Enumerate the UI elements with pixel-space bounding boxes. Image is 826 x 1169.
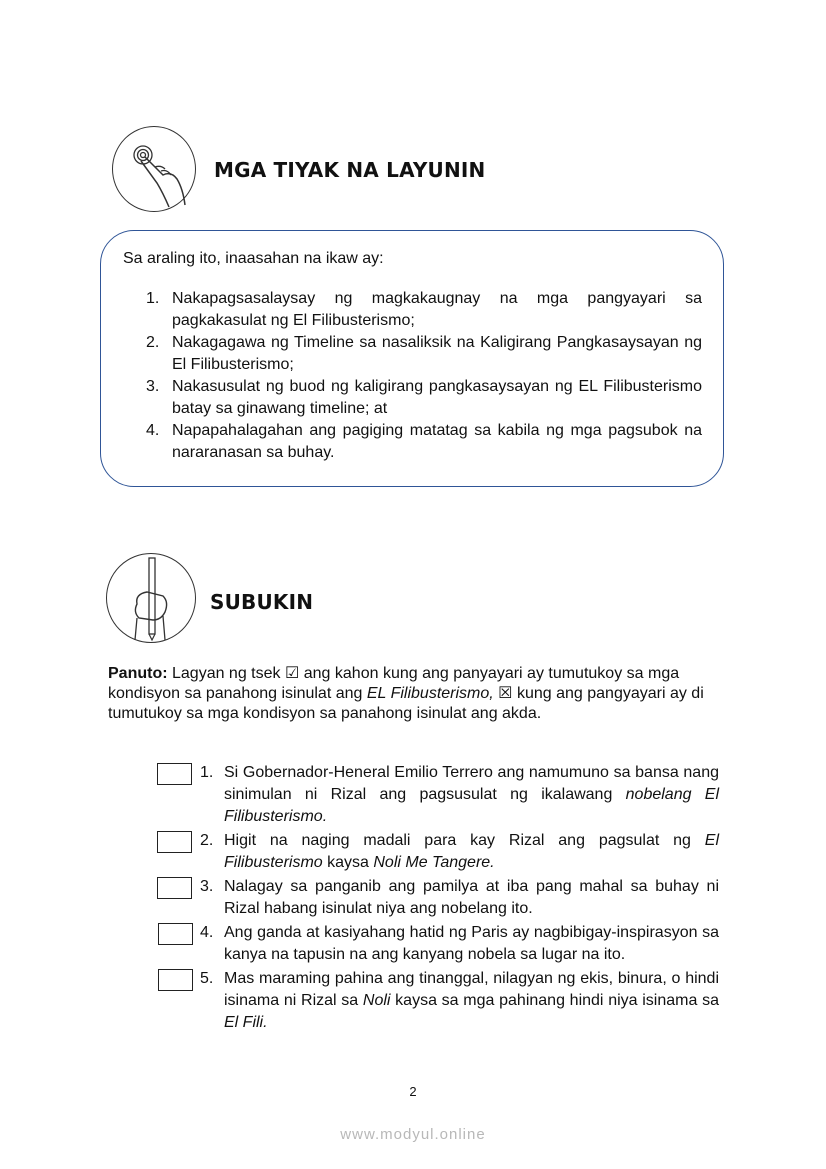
quiz-items [157,762,719,1034]
item-number: 1. [200,764,214,781]
instructions-italic: EL Filibusterismo, [366,685,494,702]
section-title-objectives: MGA TIYAK NA LAYUNIN [214,158,486,182]
item-number: 2. [200,832,214,849]
item-number: 4. [200,924,214,941]
item-text: kaysa [322,854,374,871]
item-number: 3. [146,378,160,395]
item-text: Ang ganda at kasiyahang hatid ng Paris ay nagbibigay-inspirasyon sa kanya na tapusin na ang kanyang nobela sa lugar na ito. [224,924,719,963]
item-italic: nobelang El Filibusterismo. [224,786,719,825]
quiz-item [157,762,719,828]
item-text: Mas maraming pahina ang tinanggal, nilagyan ng ekis, binura, o hindi isinama ni Rizal sa [224,970,719,1009]
instructions-label: Panuto: [108,665,168,682]
section-title-subukin: SUBUKIN [210,590,314,614]
objective-text: Nakagagawa ng Timeline sa nasaliksik na Kaligirang Pangkasaysayan ng El Filibusterismo; [172,334,702,373]
item-italic: Noli [362,992,391,1009]
quiz-item [157,830,719,874]
quiz-item [157,876,719,920]
item-number: 3. [200,878,214,895]
objective-item [146,420,702,464]
objective-text: Nakapagsasalaysay ng magkakaugnay na mga pangyayari sa pagkakasulat ng El Filibusterismo; [172,290,702,329]
instructions-text: ang kahon kung ang panyayari ay tumutukoy sa mga kondisyon sa panahong isinulat ang [108,665,680,702]
item-number: 1. [146,290,160,307]
answer-box[interactable] [157,877,192,899]
quiz-item [157,968,719,1034]
item-number: 5. [200,970,214,987]
instructions-text: kung ang pangyayari ay di tumutukoy sa mga kondisyon sa panahong isinulat ang akda. [108,685,704,722]
x-box-icon: ☒ [498,685,513,702]
objectives-intro: Sa araling ito, inaasahan na ikaw ay: [123,250,384,267]
item-text: kaysa sa mga pahinang hindi niya isinama sa [390,992,719,1009]
checked-box-icon: ☑ [284,665,300,682]
objective-text: Napapahalagahan ang pagiging matatag sa kabila ng mga pagsubok na nararanasan sa buhay. [172,422,702,461]
objective-item [146,332,702,376]
objective-item [146,376,702,420]
pointing-hand-icon [112,126,196,212]
watermark: www.modyul.online [340,1126,486,1143]
hand-holding-pencil-icon [106,553,196,643]
item-italic: El Filibusterismo [224,832,719,871]
item-text: Nalagay sa panganib ang pamilya at iba pang mahal sa buhay ni Rizal habang isinulat niya ang nobelang ito. [224,878,719,917]
page-number: 2 [409,1084,417,1099]
answer-box[interactable] [158,923,193,945]
answer-box[interactable] [157,763,192,785]
item-italic: Noli Me Tangere. [373,854,495,871]
objective-item [146,288,702,332]
objective-text: Nakasusulat ng buod ng kaligirang pangkasaysayan ng EL Filibusterismo batay sa ginawang timeline; at [172,378,702,417]
item-number: 2. [146,334,160,351]
answer-box[interactable] [157,831,192,853]
item-text: Si Gobernador-Heneral Emilio Terrero ang namumuno sa bansa nang sinimulan ni Rizal ang pagsusulat ng ikalawang [224,764,719,803]
item-text: Higit na naging madali para kay Rizal ang pagsulat ng [224,832,705,849]
objectives-list [146,288,702,464]
item-number: 4. [146,422,160,439]
item-italic: El Fili. [224,1014,268,1031]
instructions [108,664,728,724]
instructions-text: Lagyan ng tsek [167,665,285,682]
answer-box[interactable] [158,969,193,991]
quiz-item [157,922,719,966]
